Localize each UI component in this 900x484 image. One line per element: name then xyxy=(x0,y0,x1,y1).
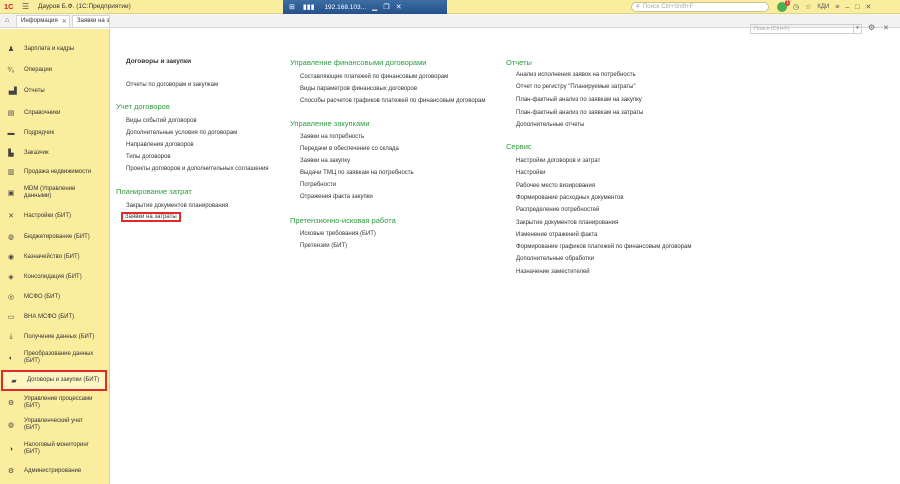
sidebar-item-administration[interactable]: ⚙ Администрирование xyxy=(7,467,82,475)
sidebar-item-consolidation[interactable]: ◈ Консолидация (БИТ) xyxy=(0,271,110,283)
link-contract-cost-settings[interactable]: Настройки договоров и затрат xyxy=(516,158,601,164)
sections-sidebar xyxy=(0,29,110,484)
maximize-window-icon[interactable]: □ xyxy=(855,3,860,11)
sidebar-item-customer[interactable]: ▙ Заказчик xyxy=(0,147,110,159)
globe-icon: ◎ xyxy=(7,294,15,301)
notification-bell-icon[interactable] xyxy=(777,2,787,12)
link-purchase-plan-fact[interactable]: План-фактный анализ по заявкам на закупку xyxy=(516,97,642,103)
sidebar-item-mdm[interactable]: ▣ MDM (Управление данными) xyxy=(7,186,76,199)
sidebar-item-settings-bit[interactable]: ✕ Настройки (БИТ) xyxy=(0,210,110,222)
sidebar-item-process-management[interactable]: ⚙ Управление процессами (БИТ) xyxy=(7,396,93,409)
section-title: Договоры и закупки xyxy=(126,58,192,65)
window-title: Дауров Б.Ф. (1С:Предприятие) xyxy=(38,3,131,10)
consolidation-icon: ◈ xyxy=(8,274,14,281)
gear-icon[interactable]: ⚙ xyxy=(868,23,876,32)
section-content xyxy=(110,23,900,484)
link-contract-drafts[interactable]: Проекты договоров и дополнительных соглашения xyxy=(126,166,269,172)
link-financial-params[interactable]: Виды параметров финансовых договоров xyxy=(300,86,418,92)
link-settings[interactable]: Настройки xyxy=(516,170,546,176)
section-search-placeholder: Поиск (Ctrl+F) xyxy=(754,26,790,32)
group-header-service: Сервис xyxy=(506,142,532,151)
close-icon[interactable]: ✕ xyxy=(883,25,889,32)
books-icon: ▤ xyxy=(7,110,15,117)
operations-icon: ⁰⁄₀ xyxy=(7,67,15,74)
link-additional-terms[interactable]: Дополнительные условия по договорам xyxy=(126,130,238,136)
link-contract-types[interactable]: Типы договоров xyxy=(126,154,171,160)
sidebar-item-contractor[interactable]: ▬ Подрядчик xyxy=(7,129,55,137)
building-icon: ▙ xyxy=(8,150,14,157)
contracts-folder-icon: ▰ xyxy=(11,377,17,385)
tab-information[interactable] xyxy=(16,15,70,27)
screen-icon: ▭ xyxy=(7,314,15,321)
close-window-icon[interactable]: ✕ xyxy=(865,4,872,11)
sidebar-item-ifrs[interactable]: ◎ МСФО (БИТ) xyxy=(7,293,61,301)
global-search-input[interactable] xyxy=(631,2,769,12)
link-approval-workplace[interactable]: Рабочее место визирования xyxy=(516,183,596,189)
sidebar-item-data-import[interactable]: ⤓ Получение данных (БИТ) xyxy=(0,331,110,343)
process-icon: ⚙ xyxy=(7,400,15,407)
link-deputies-assignment[interactable]: Назначение заместителей xyxy=(516,269,590,275)
link-demands[interactable]: Потребности xyxy=(300,182,337,188)
link-change-fact-records[interactable]: Изменение отражений факта xyxy=(516,232,598,238)
sidebar-item-treasury[interactable]: ◉ Казначейство (БИТ) xyxy=(7,253,80,261)
sidebar-item-management-accounting[interactable]: ◍ Управленческий учет (БИТ) xyxy=(7,418,84,431)
user-name[interactable]: КДИ xyxy=(817,4,830,10)
link-close-planning-docs[interactable]: Закрытие документов планирования xyxy=(126,203,229,209)
link-payment-components[interactable]: Составляющие платежей по финансовым договорам xyxy=(300,74,449,80)
sidebar-item-reports[interactable]: ▗▟ Отчеты xyxy=(6,87,45,95)
link-close-planning-documents[interactable]: Закрытие документов планирования xyxy=(516,220,619,226)
restore-remote-icon[interactable]: ❐ xyxy=(383,4,390,11)
title-bar xyxy=(0,0,900,14)
house-icon: ▥ xyxy=(7,169,15,176)
sidebar-item-vna-ifrs[interactable]: ▭ ВНА МСФО (БИТ) xyxy=(7,313,75,321)
link-payment-schedules-generation[interactable]: Формирование графиков платежей по финансовым договорам xyxy=(516,244,692,250)
sidebar-item-salary[interactable]: ♟ Зарплата и кадры xyxy=(7,45,75,53)
tab-label: Заявки на з xyxy=(77,18,110,24)
link-claims[interactable]: Претензии (БИТ) xyxy=(300,243,348,249)
group-header-contract-accounting: Учет договоров xyxy=(116,102,170,111)
treasury-icon: ◉ xyxy=(7,254,15,261)
minimize-window-icon[interactable]: – xyxy=(845,3,850,11)
global-search-placeholder: Поиск Ctrl+Shift+F xyxy=(642,4,694,10)
section-search-input[interactable] xyxy=(750,24,854,34)
sidebar-item-budgeting[interactable]: ◍ Бюджетирование (БИТ) xyxy=(7,233,90,241)
group-header-procurement: Управление закупками xyxy=(290,119,370,128)
search-icon: ⌕ xyxy=(636,3,640,10)
management-icon: ◍ xyxy=(7,422,15,429)
folder-icon: ▬ xyxy=(7,129,15,137)
link-inventory-issues[interactable]: Выдачи ТМЦ по заявкам на потребность xyxy=(300,170,414,176)
close-tab-icon[interactable]: ✕ xyxy=(61,18,67,25)
tab-cost-requests[interactable] xyxy=(72,15,110,27)
settings-menu-icon[interactable]: ≡ xyxy=(835,3,840,11)
signal-icon: ▮▮▮ xyxy=(302,4,315,11)
group-header-cost-planning: Планирование затрат xyxy=(116,187,192,196)
link-event-types[interactable]: Виды событий договоров xyxy=(126,118,197,124)
link-purchase-facts[interactable]: Отражения факта закупки xyxy=(300,194,373,200)
reports-icon: ▗▟ xyxy=(6,88,17,95)
link-cost-requests[interactable]: Заявки на затраты xyxy=(121,212,181,222)
tax-icon: ◑ xyxy=(8,445,14,453)
transform-icon: ◐ xyxy=(8,354,14,362)
minimize-remote-icon[interactable]: ▁ xyxy=(372,4,378,11)
app-logo: 1С xyxy=(4,2,14,11)
home-icon[interactable]: ⌂ xyxy=(4,17,10,24)
link-payment-schedule-methods[interactable]: Способы расчетов графиков платежей по финансовым договорам xyxy=(300,98,486,104)
search-dropdown-icon[interactable]: ▾ xyxy=(854,24,862,34)
sidebar-item-real-estate[interactable]: ▥ Продажа недвижимости xyxy=(7,168,92,176)
tab-label: Информация xyxy=(21,18,58,24)
link-expense-docs-generation[interactable]: Формирование расходных документов xyxy=(516,195,624,201)
gear-icon: ⚙ xyxy=(7,468,15,475)
sidebar-item-tax-monitoring[interactable]: ◑ Налоговый мониторинг (БИТ) xyxy=(0,441,110,457)
link-demand-execution-analysis[interactable]: Анализ исполнения заявок на потребность xyxy=(516,72,636,78)
sidebar-item-contracts-procurement[interactable]: ▰ Договоры и закупки (БИТ) xyxy=(1,370,107,391)
link-additional-processing[interactable]: Дополнительные обработки xyxy=(516,256,594,262)
remote-ip: 192.168.103... xyxy=(324,3,367,11)
download-icon: ⤓ xyxy=(9,333,13,340)
link-additional-reports[interactable]: Дополнительные отчеты xyxy=(516,122,585,128)
title-right-controls xyxy=(777,0,871,14)
history-icon[interactable]: ◷ xyxy=(793,4,800,11)
budget-icon: ◍ xyxy=(7,234,15,241)
sidebar-item-catalogs[interactable]: ▤ Справочники xyxy=(7,109,61,117)
person-icon: ♟ xyxy=(7,46,15,53)
group-header-claims: Претензионно-исковая работа xyxy=(290,216,396,225)
notification-badge: 1 xyxy=(786,0,789,6)
favorites-star-icon[interactable]: ☆ xyxy=(805,4,812,11)
link-purchase-requests[interactable]: Заявки на закупку xyxy=(300,158,351,164)
link-warehouse-transfers[interactable]: Передачи в обеспечение со склада xyxy=(300,146,399,152)
group-header-financial-contracts: Управление финансовыми договорами xyxy=(290,58,427,67)
link-cost-plan-fact[interactable]: План-фактный анализ по заявкам на затраты xyxy=(516,110,644,116)
group-header-reports: Отчеты xyxy=(506,58,532,67)
close-remote-icon[interactable]: ✕ xyxy=(395,4,402,11)
menu-icon[interactable]: ☰ xyxy=(22,2,30,11)
link-lawsuits[interactable]: Исковые требования (БИТ) xyxy=(300,231,376,237)
link-planned-costs-report[interactable]: Отчет по регистру "Планируемые затраты" xyxy=(516,84,636,90)
link-demand-distribution[interactable]: Распределение потребностей xyxy=(516,207,600,213)
sidebar-item-data-transform[interactable]: ◐ Преобразование данных (БИТ) xyxy=(0,350,110,366)
remote-session-bar xyxy=(283,0,447,14)
pin-icon[interactable]: ⊞ xyxy=(289,4,295,11)
link-contract-directions[interactable]: Направления договоров xyxy=(126,142,194,148)
tools-icon: ✕ xyxy=(8,213,14,220)
link-demand-requests[interactable]: Заявки на потребность xyxy=(300,134,365,140)
link-contracts-reports[interactable]: Отчеты по договорам и закупкам xyxy=(126,82,219,88)
sidebar-item-operations[interactable]: ⁰⁄₀ Операции xyxy=(7,66,53,74)
mdm-icon: ▣ xyxy=(7,190,15,197)
